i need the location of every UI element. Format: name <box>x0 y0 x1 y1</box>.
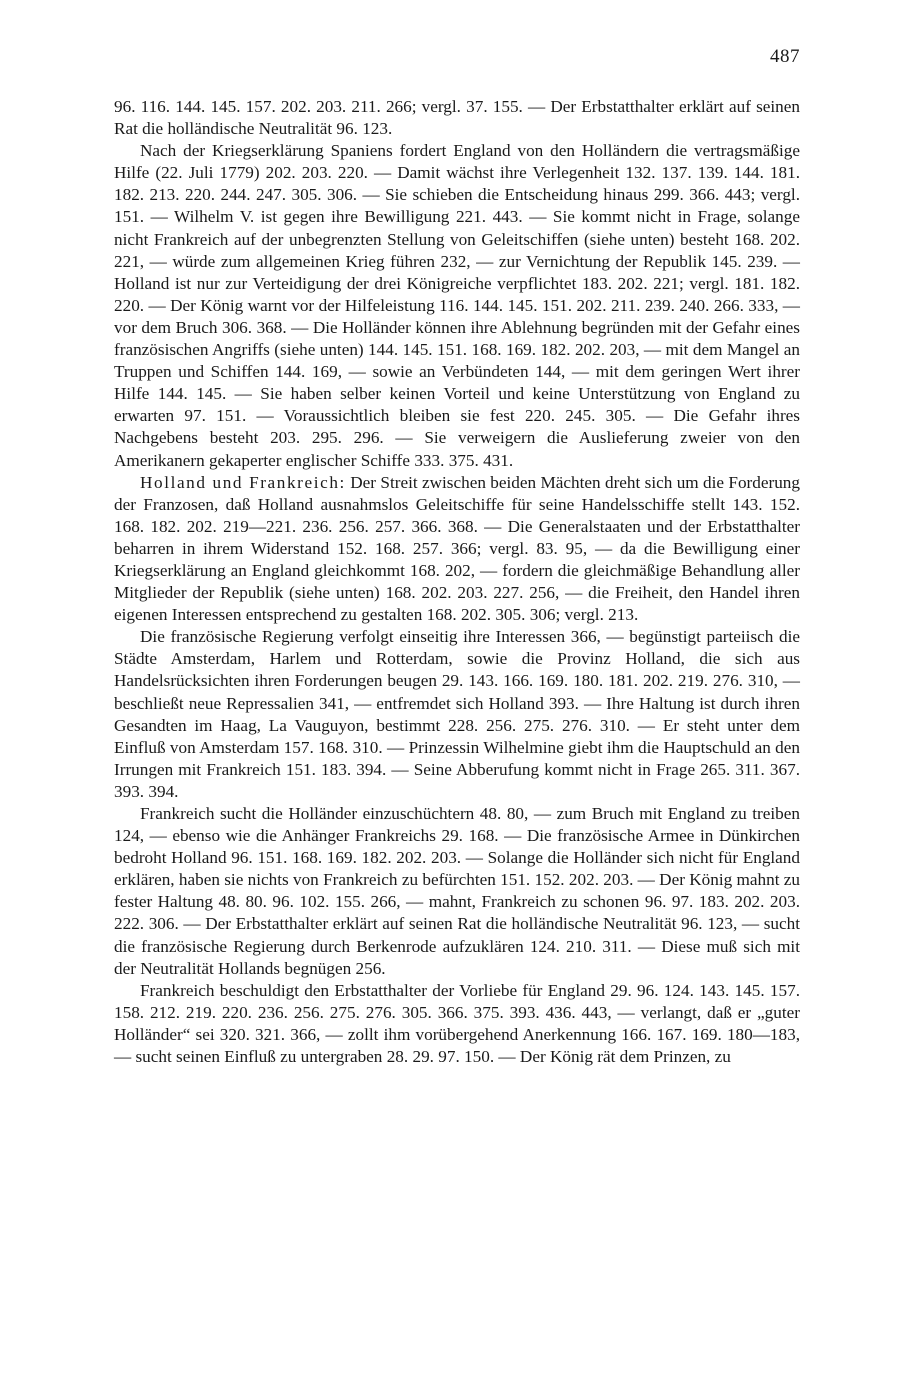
paragraph-french-government: Die französische Regierung verfolgt einseitig ihre Interessen 366, — begünstigt parteiisch die Städte Amsterdam, Harlem und Rotterdam, sowie die Provinz Holland, die sich aus Handelsrücksichten ihren Forderungen beugen 29. 143. 166. 169. 180. 181. 202. 219. 276. 310, — beschließt neue Repressalien 341, — entfremdet sich Holland 393. — Ihre Haltung ist durch ihren Gesandten im Haag, La Vauguyon, bestimmt 228. 256. 275. 276. 310. — Er steht unter dem Einfluß von Amsterdam 157. 168. 310. — Prinzessin Wilhelmine giebt ihm die Hauptschuld an den Irrungen mit Frankreich 151. 183. 394. — Seine Abberufung kommt nicht in Frage 265. 311. 367. 393. 394. <box>114 627 800 801</box>
paragraph-text: Der Streit zwischen beiden Mächten dreht sich um die Forderung der Franzosen, daß Holland ausnahmslos Geleitschiffe für seine Handelsschiffe stellt 143. 152. 168. 182. 202. 219—221. 236. 256. 257. 366. 368. — Die Generalstaaten und der Erbstatthalter beharren in ihrem Widerstand 152. 168. 257. 366; vergl. 83. 95, — da die Bewilligung einer Kriegserklärung an England gleichkommt 168. 202, — fordern die gleichmäßige Behandlung aller Mitglieder der Republik (siehe unten) 168. 202. 203. 227. 256, — die Freiheit, den Handel ihren eigenen Interessen entsprechend zu gestalten 168. 202. 305. 306; vergl. 213. <box>114 472 800 625</box>
paragraph-holland-france <box>114 472 800 627</box>
paragraph-england-aid: Nach der Kriegserklärung Spaniens fordert England von den Holländern die vertragsmäßige Hilfe (22. Juli 1779) 202. 203. 220. — Damit wächst ihre Verlegenheit 132. 137. 139. 144. 181. 182. 213. 220. 244. 247. 305. 306. — Sie schieben die Entscheidung hinaus 299. 366. 443; vergl. 151. — Wilhelm V. ist gegen ihre Bewilligung 221. 443. — Sie kommt nicht in Frage, solange nicht Frankreich auf der unbegrenzten Stellung von Geleitschiffen (siehe unten) besteht 168. 202. 221, — würde zum allgemeinen Krieg führen 232, — zur Vernichtung der Republik 145. 239. — Holland ist nur zur Verteidigung der drei Königreiche verpflichtet 183. 202. 221; vergl. 181. 182. 220. — Der König warnt vor der Hilfeleistung 116. 144. 145. 151. 202. 211. 239. 240. 266. 333, — vor dem Bruch 306. 368. — Die Holländer können ihre Ablehnung begründen mit der Gefahr eines französischen Angriffs (siehe unten) 144. 145. 151. 168. 169. 182. 202. 203, — mit dem Mangel an Truppen und Schiffen 144. 169, — sowie an Verbündeten 144, — mit dem geringen Wert ihrer Hilfe 144. 145. — Sie haben selber keinen Vorteil und keine Unterstützung von England zu erwarten 97. 151. — Voraussichtlich bleiben sie fest 220. 245. 305. — Die Gefahr ihres Nachgebens besteht 203. 295. 296. — Sie verweigern die Auslieferung zweier von den Amerikanern gekaperter englischer Schiffe 333. 375. 431. <box>114 141 800 470</box>
section-heading: Holland und Frankreich: <box>140 472 346 492</box>
paragraph-france-accuses: Frankreich beschuldigt den Erbstatthalter der Vorliebe für England 29. 96. 124. 143. 145. 157. 158. 212. 219. 220. 236. 256. 275. 276. 305. 366. 375. 393. 436. 443, — verlangt, daß er „guter Holländer“ sei 320. 321. 366, — zollt ihm vorübergehend Anerkennung 166. 167. 169. 180—183, — sucht seinen Einfluß zu untergraben 28. 29. 97. 150. — Der König rät dem Prinzen, zu <box>114 980 800 1067</box>
paragraph-continuation: 96. 116. 144. 145. 157. 202. 203. 211. 266; vergl. 37. 155. — Der Erbstatthalter erklärt auf seinen Rat die holländische Neutralität 96. 123. <box>114 97 800 139</box>
paragraph-france-intimidation: Frankreich sucht die Holländer einzuschüchtern 48. 80, — zum Bruch mit England zu treiben 124, — ebenso wie die Anhänger Frankreichs 29. 168. — Die französische Armee in Dünkirchen bedroht Holland 96. 151. 168. 169. 182. 202. 203. — Solange die Holländer sich nicht für England erklären, haben sie nichts von Frankreich zu befürchten 151. 152. 202. 203. — Der König mahnt zu fester Haltung 48. 80. 96. 102. 155. 266, — mahnt, Frankreich zu schonen 96. 97. 183. 202. 203. 222. 306. — Der Erbstatthalter erklärt auf seinen Rat die holländische Neutralität 96. 123, — sucht die französische Regierung durch Berkenrode aufzuklären 124. 210. 311. — Diese muß sich mit der Neutralität Hollands begnügen 256. <box>114 804 800 978</box>
index-text <box>114 96 800 1068</box>
page-number: 487 <box>770 46 800 67</box>
